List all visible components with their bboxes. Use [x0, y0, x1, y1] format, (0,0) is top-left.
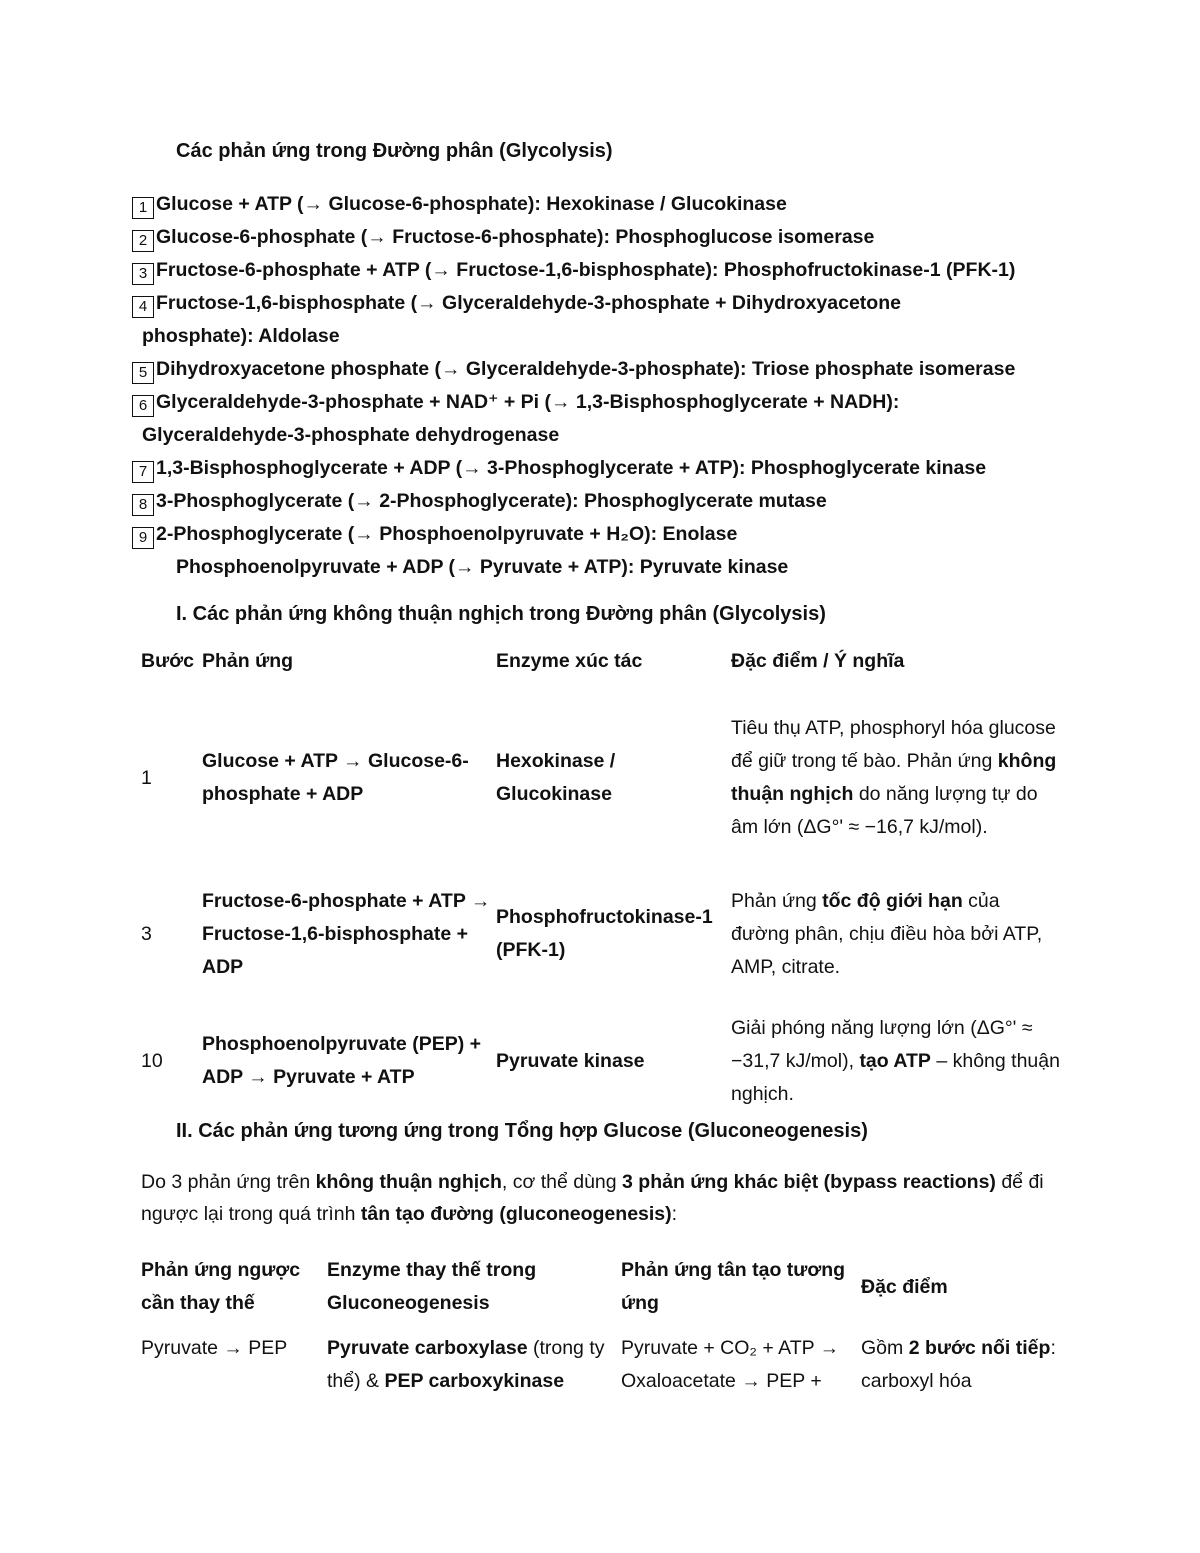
reaction-text: Fructose-1,6-bisphosphate (→ Glyceraldehyde-3-phosphate + Dihydroxyacetone [156, 292, 901, 314]
reaction-text: Glucose + ATP (→ Glucose-6-phosphate): Hexokinase / Glucokinase [156, 193, 787, 215]
reaction-4 [132, 287, 901, 353]
note-text: Tiêu thụ ATP, phosphoryl hóa glucose để giữ trong tế bào. Phản ứng [731, 717, 1056, 772]
reaction-text: 3-Phosphoglycerate (→ 2-Phosphoglycerate): Phosphoglycerate mutase [156, 490, 827, 512]
reaction-number-box: 8 [132, 494, 154, 516]
reaction-text: Glucose-6-phosphate (→ Fructose-6-phosphate): Phosphoglucose isomerase [156, 226, 875, 248]
para-text: Do 3 phản ứng trên [141, 1171, 316, 1193]
header-enzyme: Enzyme xúc tác [496, 650, 643, 672]
reaction-8 [132, 485, 827, 518]
cell-note [731, 1001, 1061, 1121]
reaction-text-continued: phosphate): Aldolase [142, 325, 340, 347]
note-emphasis: không thuận nghịch [731, 750, 1057, 805]
reaction-text: Glyceraldehyde-3-phosphate + NAD⁺ + Pi (→ 1,3-Bisphosphoglycerate + NADH): [156, 391, 900, 413]
gluconeogenesis-table [141, 1250, 1061, 1398]
reaction-number-box: 4 [132, 296, 154, 318]
reaction-9 [132, 518, 737, 551]
note-emphasis: tốc độ giới hạn [822, 889, 963, 912]
enzyme-emphasis: Pyruvate carboxylase [327, 1337, 528, 1359]
reaction-number-box: 1 [132, 197, 154, 219]
para-emphasis: 3 phản ứng khác biệt (bypass reactions) [622, 1171, 996, 1193]
reaction-text: Phosphoenolpyruvate + ADP (→ Pyruvate + ATP): Pyruvate kinase [176, 556, 789, 578]
cell-step: 10 [141, 1049, 163, 1072]
reaction-text: Fructose-6-phosphate + ATP (→ Fructose-1,6-bisphosphate): Phosphofructokinase-1 (PFK-1) [156, 259, 1016, 281]
reaction-number-box: 2 [132, 230, 154, 252]
note-text: Gồm [861, 1337, 909, 1359]
cell-replacement-enzyme [327, 1324, 621, 1398]
header-reverse-reaction: Phản ứng ngược cần thay thế [141, 1259, 301, 1314]
cell-reaction: Glucose + ATP → Glucose-6-phosphate + ADP [202, 750, 469, 805]
cell-step: 3 [141, 922, 152, 945]
header-step: Bước [141, 650, 194, 672]
cell-reaction: Fructose-6-phosphate + ATP → Fructose-1,6-bisphosphate + ADP [202, 889, 491, 978]
table-row [141, 689, 1061, 867]
para-emphasis: tân tạo đường (gluconeogenesis) [360, 1203, 672, 1225]
reaction-text: 2-Phosphoglycerate (→ Phosphoenolpyruvate + H₂O): Enolase [156, 523, 738, 545]
header-corresponding-reaction: Phản ứng tân tạo tương ứng [621, 1259, 846, 1314]
note-emphasis: tạo ATP [859, 1049, 931, 1072]
table-row [141, 1001, 1061, 1121]
reaction-7 [132, 452, 986, 485]
header-replacement-enzyme: Enzyme thay thế trong Gluconeogenesis [327, 1259, 537, 1314]
cell-characteristics [861, 1324, 1061, 1398]
reaction-2 [132, 221, 874, 254]
note-text: Phản ứng [731, 889, 823, 912]
bypass-intro-paragraph [141, 1166, 1061, 1230]
header-note: Đặc điểm / Ý nghĩa [731, 650, 905, 672]
para-emphasis: không thuận nghịch [315, 1171, 502, 1193]
cell-reverse-reaction: Pyruvate → PEP [141, 1337, 288, 1359]
para-text: : [671, 1203, 678, 1225]
reaction-3 [132, 254, 1015, 287]
cell-enzyme: Phosphofructokinase-1 (PFK-1) [496, 906, 713, 961]
cell-enzyme: Pyruvate kinase [496, 1049, 645, 1072]
cell-note [731, 867, 1061, 1001]
reaction-number-box: 5 [132, 362, 154, 384]
enzyme-text: (trong ty thể) & [327, 1337, 605, 1392]
reaction-text: Dihydroxyacetone phosphate (→ Glyceraldehyde-3-phosphate): Triose phosphate isomerase [156, 358, 1016, 380]
note-text: Giải phóng năng lượng lớn (ΔG°' ≈ −31,7 kJ/mol), [731, 1016, 1033, 1072]
reaction-number-box: 7 [132, 461, 154, 483]
document-title: Các phản ứng trong Đường phân (Glycolysis) [176, 140, 613, 162]
para-text: , cơ thể dùng [501, 1171, 623, 1193]
cell-reaction: Phosphoenolpyruvate (PEP) + ADP → Pyruvate + ATP [202, 1033, 482, 1088]
reaction-text-continued: Glyceraldehyde-3-phosphate dehydrogenase [142, 424, 560, 446]
section-1-heading: I. Các phản ứng không thuận nghịch trong Đường phân (Glycolysis) [176, 603, 826, 625]
para-text: để đi ngược lại trong quá trình [141, 1171, 1044, 1225]
table-header-row [141, 1250, 1061, 1324]
note-text: của đường phân, chịu điều hòa bởi ATP, AMP, citrate. [731, 889, 1043, 978]
enzyme-emphasis: PEP carboxykinase [384, 1370, 565, 1392]
cell-enzyme: Hexokinase / Glucokinase [496, 750, 616, 805]
table-row [141, 1324, 1061, 1398]
reaction-number-box: 6 [132, 395, 154, 417]
cell-step: 1 [141, 766, 152, 789]
reaction-10 [176, 551, 788, 584]
reaction-text: 1,3-Bisphosphoglycerate + ADP (→ 3-Phosphoglycerate + ATP): Phosphoglycerate kinase [156, 457, 987, 479]
reaction-1 [132, 188, 787, 221]
note-text: do năng lượng tự do âm lớn (ΔG°' ≈ −16,7 kJ/mol). [731, 783, 1038, 838]
table-row [141, 867, 1061, 1001]
header-characteristics: Đặc điểm [861, 1275, 948, 1298]
header-reaction: Phản ứng [202, 650, 294, 672]
reaction-number-box: 3 [132, 263, 154, 285]
reaction-number-box: 9 [132, 527, 154, 549]
section-2-heading: II. Các phản ứng tương ứng trong Tổng hợp Glucose (Gluconeogenesis) [176, 1120, 868, 1142]
cell-note [731, 689, 1061, 867]
reaction-5 [132, 353, 1015, 386]
note-text: – không thuận nghịch. [731, 1049, 1060, 1105]
note-emphasis: 2 bước nối tiếp [908, 1337, 1051, 1359]
cell-corresponding-reaction: Pyruvate + CO₂ + ATP → Oxaloacetate → PEP + [621, 1337, 840, 1392]
table-header-row [141, 645, 1061, 689]
irreversible-reactions-table [141, 645, 1061, 1121]
reaction-6 [132, 386, 899, 452]
note-text: : carboxyl hóa [861, 1337, 1056, 1392]
